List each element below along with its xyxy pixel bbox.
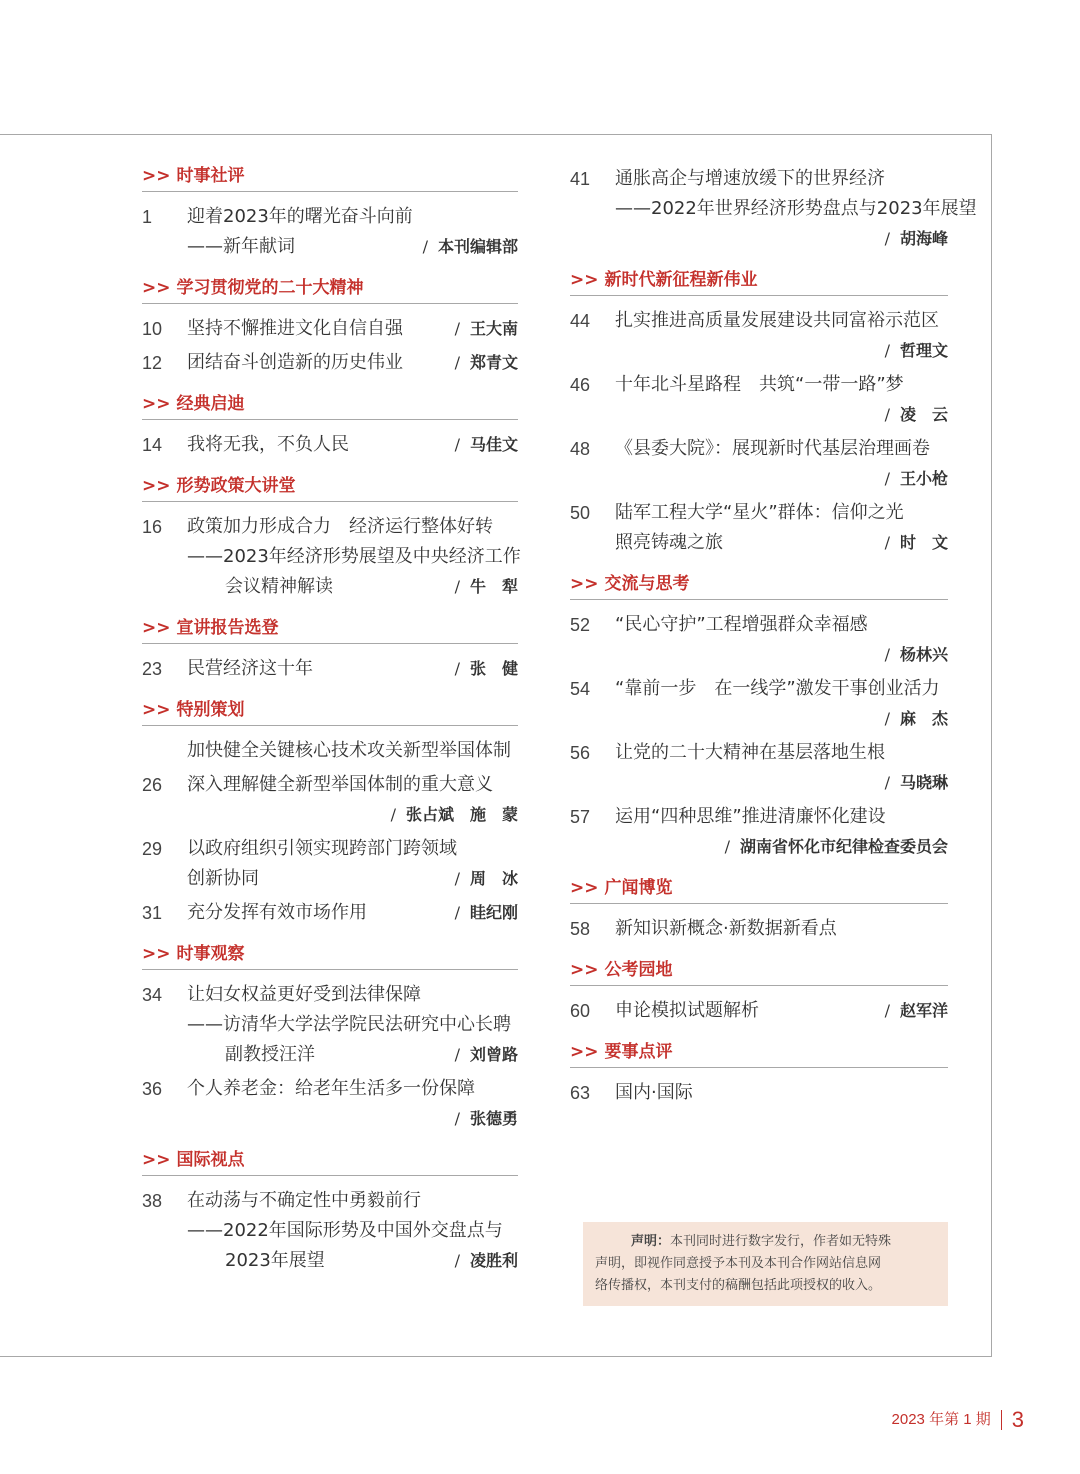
toc-entry[interactable]	[142, 834, 518, 894]
toc-entry[interactable]	[570, 996, 948, 1026]
toc-entry[interactable]	[142, 654, 518, 684]
toc-entry[interactable]	[570, 802, 948, 862]
page-number: 34	[142, 985, 163, 1005]
page-number: 44	[570, 311, 591, 331]
section-header	[142, 698, 518, 726]
article-title: “靠前一步 在一线学”激发干事创业活力	[615, 678, 940, 699]
section-title: 广闻博览	[604, 878, 673, 898]
notice-label: 声明：	[631, 1234, 671, 1249]
article-author: / 哲理文	[884, 341, 948, 360]
article-author: / 王大南	[454, 319, 518, 338]
article-title: 团结奋斗创造新的历史伟业	[187, 352, 403, 373]
toc-entry[interactable]	[570, 1078, 948, 1108]
page-number: 58	[570, 919, 591, 939]
article-subtitle: 副教授汪洋	[225, 1044, 315, 1065]
page-number: 57	[570, 807, 591, 827]
section-header	[570, 268, 948, 296]
article-author: / 张占斌 施 蒙	[390, 805, 518, 824]
page-footer	[892, 1405, 1024, 1435]
article-author: / 张 健	[454, 659, 518, 678]
article-subtitle: ——2022年国际形势及中国外交盘点与	[187, 1220, 503, 1241]
article-title: “民心守护”工程增强群众幸福感	[615, 614, 868, 635]
section-header	[142, 276, 518, 304]
page-number: 29	[142, 839, 163, 859]
section-arrow: >>	[570, 270, 599, 290]
section-header	[142, 164, 518, 192]
page-number: 41	[570, 169, 591, 189]
article-title: 《县委大院》：展现新时代基层治理画卷	[615, 438, 930, 459]
article-subtitle: 会议精神解读	[225, 576, 333, 597]
article-author: / 刘曾路	[454, 1045, 518, 1064]
page-number: 50	[570, 503, 591, 523]
section-header	[142, 942, 518, 970]
section-title: 特别策划	[176, 700, 245, 720]
toc-entry[interactable]	[570, 306, 948, 366]
section-arrow: >>	[142, 618, 171, 638]
article-title: 新知识新概念·新数据新看点	[615, 918, 837, 939]
toc-entry[interactable]	[142, 770, 518, 830]
page-number: 48	[570, 439, 591, 459]
article-author: / 眭纪刚	[454, 903, 518, 922]
section-arrow: >>	[570, 1042, 599, 1062]
toc-entry[interactable]	[142, 202, 518, 262]
section-title: 新时代新征程新伟业	[604, 270, 758, 290]
section-arrow: >>	[570, 878, 599, 898]
page-number: 23	[142, 659, 163, 679]
article-title: 坚持不懈推进文化自信自强	[187, 318, 403, 339]
section-header	[570, 1040, 948, 1068]
section-header	[570, 958, 948, 986]
article-subtitle: ——2022年世界经济形势盘点与2023年展望	[615, 198, 977, 219]
article-author: / 时 文	[884, 533, 948, 552]
toc-entry[interactable]	[570, 610, 948, 670]
copyright-notice	[583, 1222, 948, 1306]
article-title: 民营经济这十年	[187, 658, 313, 679]
toc-entry[interactable]	[570, 498, 948, 558]
page-number: 12	[142, 353, 163, 373]
article-title: 运用“四种思维”推进清廉怀化建设	[615, 806, 886, 827]
article-author: / 杨林兴	[884, 645, 948, 664]
section-title: 学习贯彻党的二十大精神	[176, 278, 364, 298]
article-author: / 王小枪	[884, 469, 948, 488]
page-number: 52	[570, 615, 591, 635]
issue-label: 2023 年第 1 期	[891, 1411, 991, 1428]
article-title: 国内·国际	[615, 1082, 693, 1103]
section-title: 要事点评	[604, 1042, 673, 1062]
section-header	[570, 572, 948, 600]
article-title: 深入理解健全新型举国体制的重大意义	[187, 774, 493, 795]
special-intro-title: 加快健全关键核心技术攻关新型举国体制	[187, 740, 511, 761]
article-title: 陆军工程大学“星火”群体：信仰之光	[615, 502, 904, 523]
article-title: 以政府组织引领实现跨部门跨领域	[187, 838, 457, 859]
page-number: 1	[142, 207, 153, 227]
toc-entry[interactable]	[142, 348, 518, 378]
article-title: 充分发挥有效市场作用	[187, 902, 367, 923]
toc-entry[interactable]	[570, 434, 948, 494]
page-number: 54	[570, 679, 591, 699]
notice-text-1: 本刊同时进行数字发行，作者如无特殊	[670, 1234, 892, 1249]
article-author: / 郑青文	[454, 353, 518, 372]
toc-entry[interactable]	[142, 314, 518, 344]
article-author: / 周 冰	[454, 869, 518, 888]
article-title: 在动荡与不确定性中勇毅前行	[187, 1190, 421, 1211]
section-arrow: >>	[570, 574, 599, 594]
section-arrow: >>	[142, 944, 171, 964]
article-author: / 本刊编辑部	[422, 237, 518, 256]
page-number: 63	[570, 1083, 591, 1103]
article-title: 我将无我，不负人民	[187, 434, 349, 455]
section-arrow: >>	[142, 700, 171, 720]
article-title: 让妇女权益更好受到法律保障	[187, 984, 421, 1005]
section-header	[142, 392, 518, 420]
article-author: / 赵军洋	[884, 1001, 948, 1020]
article-subtitle: 2023年展望	[225, 1250, 325, 1271]
page-number: 26	[142, 775, 163, 795]
article-author: / 凌 云	[884, 405, 948, 424]
toc-right-column	[570, 164, 977, 1112]
toc-left-column	[142, 164, 521, 1280]
toc-entry[interactable]	[570, 914, 948, 944]
section-title: 交流与思考	[604, 574, 690, 594]
article-author: / 马佳文	[454, 435, 518, 454]
section-header	[142, 616, 518, 644]
toc-entry[interactable]	[142, 512, 521, 602]
article-author: / 凌胜利	[454, 1251, 518, 1270]
section-arrow: >>	[142, 1150, 171, 1170]
page-number: 38	[142, 1191, 163, 1211]
article-title: 通胀高企与增速放缓下的世界经济	[615, 168, 885, 189]
article-title: 扎实推进高质量发展建设共同富裕示范区	[615, 310, 939, 331]
toc-entry[interactable]	[142, 1074, 518, 1134]
article-subtitle: ——访清华大学法学院民法研究中心长聘	[187, 1014, 511, 1035]
page-number: 14	[142, 435, 163, 455]
section-title: 宣讲报告选登	[176, 618, 279, 638]
toc-entry[interactable]	[142, 898, 518, 928]
section-title: 公考园地	[604, 960, 673, 980]
section-title: 国际视点	[176, 1150, 245, 1170]
section-arrow: >>	[142, 476, 171, 496]
page-number: 36	[142, 1079, 163, 1099]
special-intro	[142, 736, 518, 766]
toc-entry[interactable]	[142, 980, 518, 1070]
section-header	[142, 1148, 518, 1176]
page-folio: 3	[1011, 1407, 1024, 1432]
toc-entry[interactable]	[570, 164, 977, 254]
toc-entry[interactable]	[570, 370, 948, 430]
notice-text-2: 声明，即视作同意授予本刊及本刊合作网站信息网	[595, 1256, 882, 1271]
page-number: 10	[142, 319, 163, 339]
article-title: 让党的二十大精神在基层落地生根	[615, 742, 885, 763]
section-title: 时事社评	[176, 166, 245, 186]
section-arrow: >>	[570, 960, 599, 980]
toc-entry[interactable]	[142, 430, 518, 460]
article-author: / 湖南省怀化市纪律检查委员会	[724, 837, 948, 856]
footer-divider	[1001, 1410, 1002, 1430]
section-arrow: >>	[142, 394, 171, 414]
page-number: 56	[570, 743, 591, 763]
toc-entry[interactable]	[570, 674, 948, 734]
section-title: 形势政策大讲堂	[176, 476, 296, 496]
article-subtitle: ——新年献词	[187, 236, 295, 257]
article-title: 迎着2023年的曙光奋斗向前	[187, 206, 413, 227]
article-author: / 牛 犁	[454, 577, 518, 596]
article-title-cont: 创新协同	[187, 868, 259, 889]
article-title: 个人养老金：给老年生活多一份保障	[187, 1078, 475, 1099]
page-number: 31	[142, 903, 163, 923]
section-arrow: >>	[142, 278, 171, 298]
section-header	[570, 876, 948, 904]
article-author: / 麻 杰	[884, 709, 948, 728]
article-author: / 胡海峰	[884, 229, 948, 248]
article-title: 十年北斗星路程 共筑“一带一路”梦	[615, 374, 904, 395]
section-arrow: >>	[142, 166, 171, 186]
article-author: / 马晓琳	[884, 773, 948, 792]
section-title: 时事观察	[176, 944, 245, 964]
page-number: 46	[570, 375, 591, 395]
article-title: 政策加力形成合力 经济运行整体好转	[187, 516, 493, 537]
page-number: 16	[142, 517, 163, 537]
toc-entry[interactable]	[570, 738, 948, 798]
article-subtitle: ——2023年经济形势展望及中央经济工作	[187, 546, 521, 567]
toc-entry[interactable]	[142, 1186, 518, 1276]
page-number: 60	[570, 1001, 591, 1021]
article-author: / 张德勇	[454, 1109, 518, 1128]
section-header	[142, 474, 518, 502]
section-title: 经典启迪	[176, 394, 245, 414]
article-title: 申论模拟试题解析	[615, 1000, 759, 1021]
notice-text-3: 络传播权，本刊支付的稿酬包括此项授权的收入。	[595, 1278, 882, 1293]
article-title-cont: 照亮铸魂之旅	[615, 532, 723, 553]
